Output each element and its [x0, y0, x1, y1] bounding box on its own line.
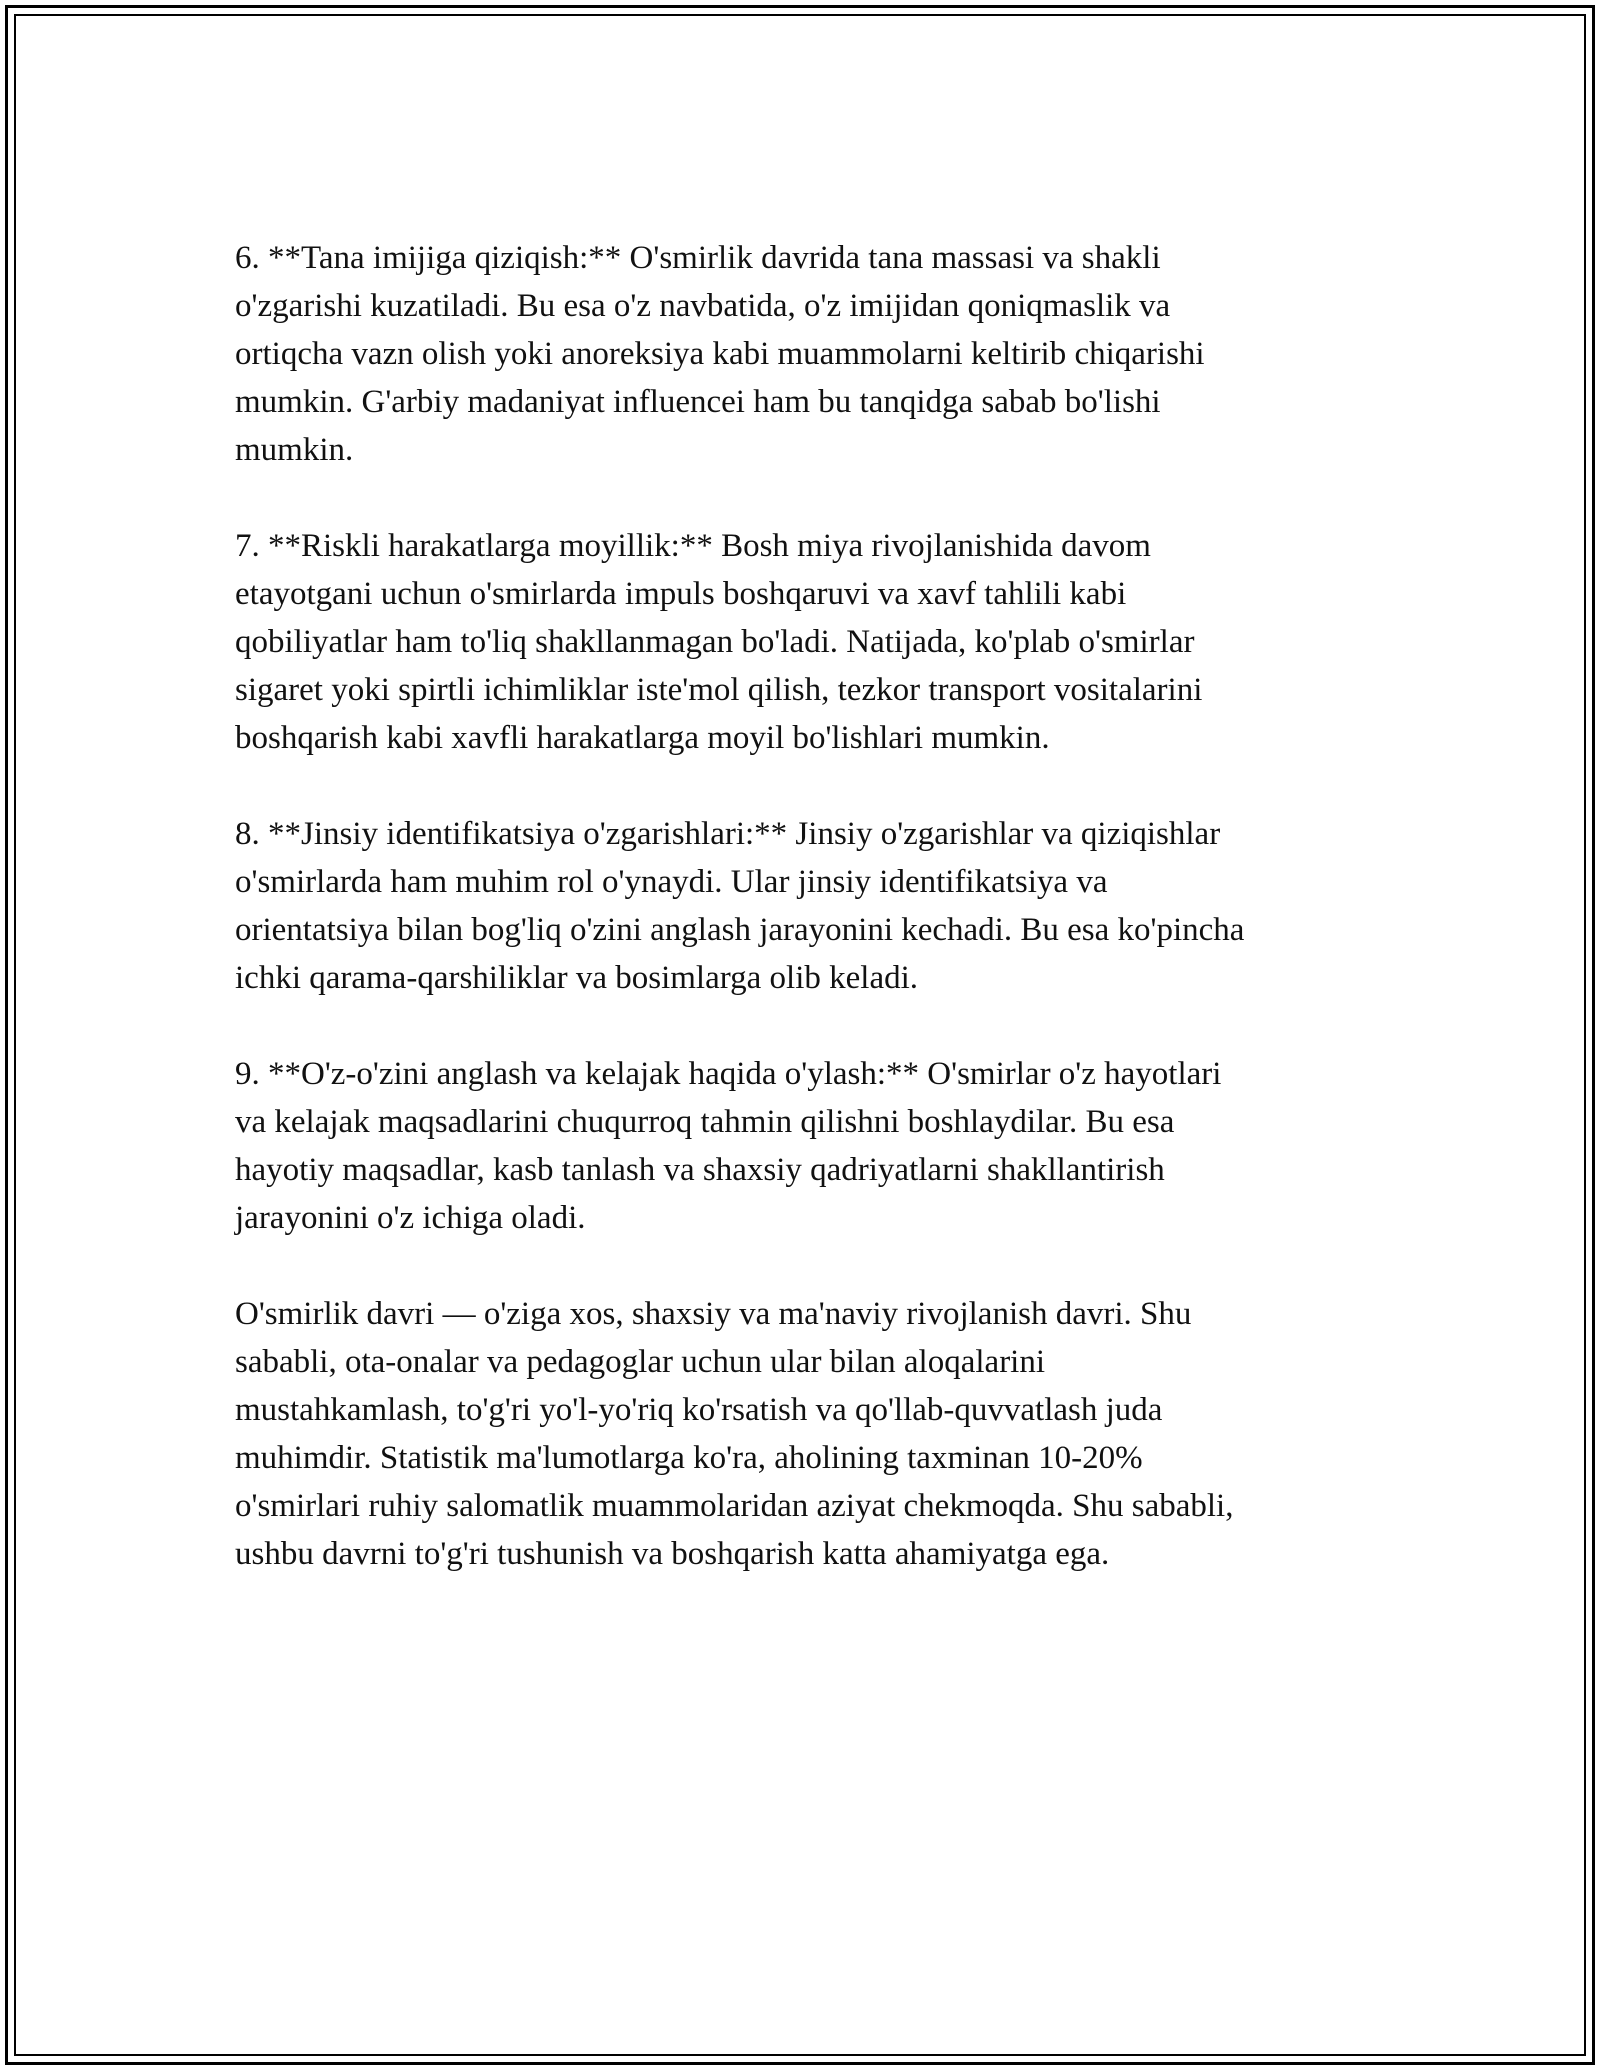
text-line: qobiliyatlar ham to'liq shakllanmagan bo'ladi. Natijada, ko'plab o'smirlar	[235, 624, 1195, 660]
text-line: 8. **Jinsiy identifikatsiya o'zgarishlari:** Jinsiy o'zgarishlar va qiziqishlar	[235, 816, 1221, 852]
text-line: jarayonini o'z ichiga oladi.	[235, 1200, 586, 1236]
text-line: mumkin.	[235, 432, 354, 468]
text-line: mumkin. G'arbiy madaniyat influencei ham bu tanqidga sabab bo'lishi	[235, 384, 1161, 420]
text-line: 9. **O'z-o'zini anglash va kelajak haqida o'ylash:** O'smirlar o'z hayotlari	[235, 1056, 1222, 1092]
text-line: O'smirlik davri — o'ziga xos, shaxsiy va ma'naviy rivojlanish davri. Shu	[235, 1296, 1192, 1332]
text-line: va kelajak maqsadlarini chuqurroq tahmin qilishni boshlaydilar. Bu esa	[235, 1104, 1175, 1140]
document-body	[235, 234, 1375, 1626]
text-line: ushbu davrni to'g'ri tushunish va boshqarish katta ahamiyatga ega.	[235, 1536, 1110, 1572]
text-line: boshqarish kabi xavfli harakatlarga moyil bo'lishlari mumkin.	[235, 720, 1050, 756]
paragraph-riskli-harakatlar	[235, 522, 1375, 762]
text-line: ortiqcha vazn olish yoki anoreksiya kabi muammolarni keltirib chiqarishi	[235, 336, 1205, 372]
paragraph-jinsiy-identifikatsiya	[235, 810, 1375, 1002]
text-line: etayotgani uchun o'smirlarda impuls boshqaruvi va xavf tahlili kabi	[235, 576, 1127, 612]
text-line: 7. **Riskli harakatlarga moyillik:** Bosh miya rivojlanishida davom	[235, 528, 1151, 564]
text-line: muhimdir. Statistik ma'lumotlarga ko'ra, aholining taxminan 10-20%	[235, 1440, 1143, 1476]
text-line: o'smirlari ruhiy salomatlik muammolaridan aziyat chekmoqda. Shu sababli,	[235, 1488, 1234, 1524]
text-line: sababli, ota-onalar va pedagoglar uchun ular bilan aloqalarini	[235, 1344, 1046, 1380]
text-line: ichki qarama-qarshiliklar va bosimlarga olib keladi.	[235, 960, 919, 996]
text-line: o'smirlarda ham muhim rol o'ynaydi. Ular jinsiy identifikatsiya va	[235, 864, 1108, 900]
text-line: o'zgarishi kuzatiladi. Bu esa o'z navbatida, o'z imijidan qoniqmaslik va	[235, 288, 1171, 324]
paragraph-ozini-anglash	[235, 1050, 1375, 1242]
text-line: hayotiy maqsadlar, kasb tanlash va shaxsiy qadriyatlarni shakllantirish	[235, 1152, 1165, 1188]
text-line: orientatsiya bilan bog'liq o'zini anglash jarayonini kechadi. Bu esa ko'pincha	[235, 912, 1245, 948]
text-line: sigaret yoki spirtli ichimliklar iste'mol qilish, tezkor transport vositalarini	[235, 672, 1203, 708]
paragraph-tana-imiji	[235, 234, 1375, 474]
text-line: 6. **Tana imijiga qiziqish:** O'smirlik davrida tana massasi va shakli	[235, 240, 1161, 276]
text-line: mustahkamlash, to'g'ri yo'l-yo'riq ko'rsatish va qo'llab-quvvatlash juda	[235, 1392, 1163, 1428]
paragraph-xulosa	[235, 1290, 1375, 1578]
